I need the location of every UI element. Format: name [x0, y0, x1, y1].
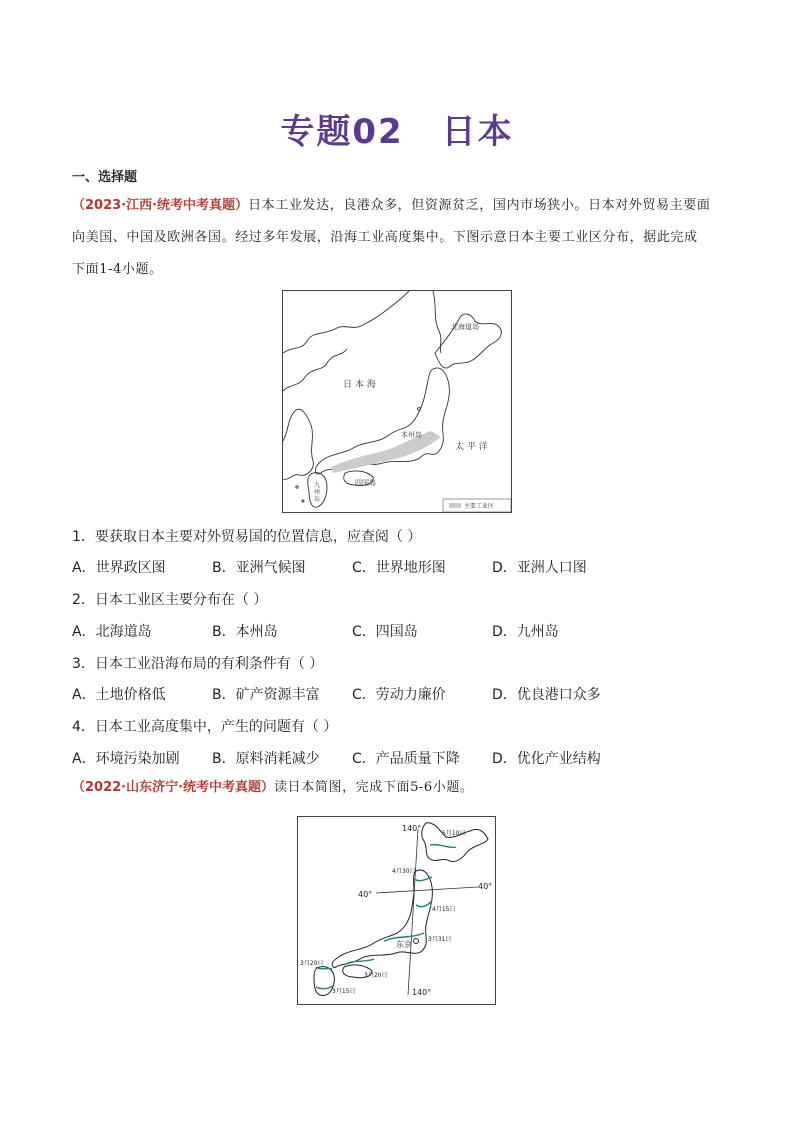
label-mar20-west: 3月20日 [300, 960, 324, 967]
intro-paragraph-2 [72, 772, 732, 804]
japan-industrial-map [282, 290, 512, 513]
isoline-apr15 [416, 901, 432, 907]
source-tag-1: （2023·江西·统考中考真题） [72, 198, 249, 213]
q3-option-b[interactable]: B．矿产资源丰富 [212, 687, 320, 703]
q3-option-a[interactable]: A．土地价格低 [72, 687, 166, 703]
q1-option-c[interactable]: C．世界地形图 [352, 560, 446, 576]
question-3-stem: 3．日本工业沿海布局的有利条件有（ ） [72, 656, 324, 672]
continent-coast-south [283, 349, 347, 391]
label-lat-right: 40° [478, 882, 493, 891]
q4-option-d[interactable]: D．优化产业结构 [492, 751, 601, 767]
parallel-40 [376, 887, 478, 893]
label-lat-left: 40° [358, 890, 373, 899]
tokyo-marker [414, 939, 419, 944]
label-may10: 5月10日 [442, 830, 466, 837]
isoline-may10 [430, 845, 456, 848]
honshu-outline [332, 870, 432, 967]
label-pacific: 太 平 洋 [455, 442, 488, 452]
q4-option-b[interactable]: B．原料消耗减少 [212, 751, 320, 767]
label-apr30: 4月30日 [392, 868, 416, 875]
q4-option-a[interactable]: A．环境污染加剧 [72, 751, 180, 767]
q1-option-a[interactable]: A．世界政区图 [72, 560, 166, 576]
source-tag-2: （2022·山东济宁·统考中考真题） [72, 780, 275, 795]
intro1-line-3: 下面1-4小题。 [72, 262, 163, 277]
q1-option-d[interactable]: D．亚洲人口图 [492, 560, 587, 576]
q1-option-b[interactable]: B．亚洲气候图 [212, 560, 306, 576]
hokkaido-outline [422, 823, 488, 862]
q3-option-d[interactable]: D．优良港口众多 [492, 687, 601, 703]
section-heading: 一、选择题 [72, 170, 138, 185]
label-lon-top: 140° [402, 824, 422, 833]
japan-isoline-map-svg [298, 817, 495, 1004]
meridian-140 [408, 829, 418, 995]
page-title [0, 104, 794, 153]
question-1-stem: 1．要获取日本主要对外贸易国的位置信息，应查阅（ ） [72, 529, 422, 545]
korea-peninsula [283, 409, 313, 479]
label-mar20-east: 3月20日 [364, 972, 388, 979]
label-mar31: 3月31日 [428, 936, 452, 943]
intro-paragraph-1 [72, 190, 732, 286]
label-shikoku: 四国岛 [355, 479, 376, 487]
sakhalin [433, 291, 441, 353]
question-2-stem: 2．日本工业区主要分布在（ ） [72, 592, 268, 608]
intro1-line-1: 日本工业发达，良港众多，但资源贫乏，国内市场狭小。日本对外贸易主要面 [248, 198, 711, 213]
q2-option-c[interactable]: C．四国岛 [352, 624, 418, 640]
legend-label: 主要工业区 [464, 503, 495, 510]
q3-option-c[interactable]: C．劳动力廉价 [352, 687, 446, 703]
label-apr15: 4月15日 [432, 906, 456, 913]
label-honshu: 本州岛 [401, 431, 422, 439]
label-tokyo: 东京 [396, 940, 412, 949]
intro2-text: 读日本简图，完成下面5-6小题。 [274, 780, 474, 795]
label-hokkaido: 北海道岛 [451, 323, 479, 331]
japan-isoline-map [297, 816, 496, 1005]
label-kyushu: 九州岛 [314, 482, 321, 503]
q4-option-c[interactable]: C．产品质量下降 [352, 751, 460, 767]
q2-option-a[interactable]: A．北海道岛 [72, 624, 152, 640]
label-lon-bottom: 140° [412, 988, 432, 997]
q2-option-b[interactable]: B．本州岛 [212, 624, 278, 640]
title-topic: 专题02 [280, 112, 404, 152]
label-mar15: 3月15日 [332, 988, 356, 995]
intro1-line-2: 向美国、中国及欧洲各国。经过多年发展，沿海工业高度集中。下图示意日本主要工业区分布，据此完成 [72, 230, 698, 245]
title-subject: 日本 [441, 112, 514, 152]
question-4-stem: 4．日本工业高度集中，产生的问题有（ ） [72, 719, 338, 735]
legend-swatch [449, 503, 461, 508]
japan-industrial-map-svg [283, 291, 511, 512]
label-sea-of-japan: 日 本 海 [343, 380, 376, 390]
continent-coast [283, 291, 409, 353]
q2-option-d[interactable]: D．九州岛 [492, 624, 559, 640]
